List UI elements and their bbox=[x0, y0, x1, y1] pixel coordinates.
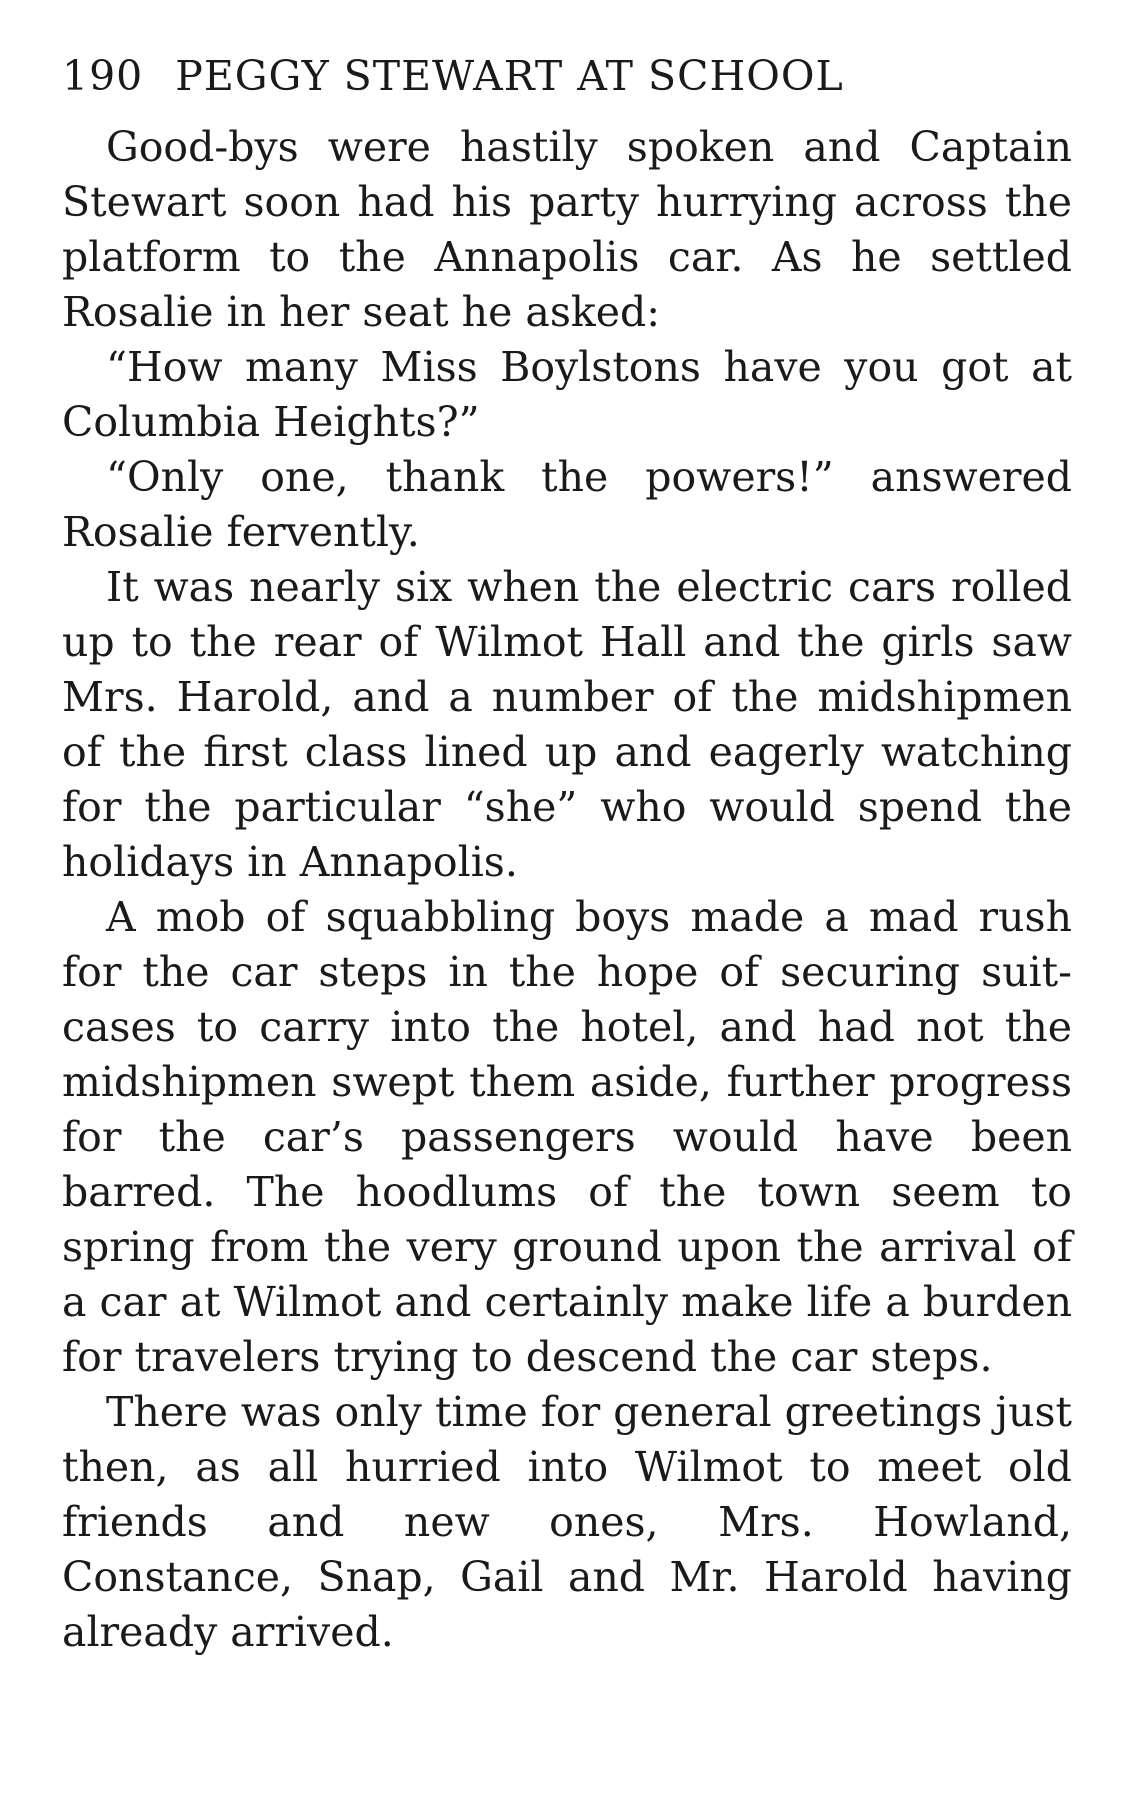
paragraph: “How many Miss Boylstons have you got at Columbia Heights?” bbox=[62, 343, 1072, 446]
paragraph: It was nearly six when the electric cars rolled up to the rear of Wilmot Hall and the girls saw Mrs. Harold, and a number of the midshipmen of the first class lined up and eagerly watching for the particular “she” who would spend the holidays in Annapolis. bbox=[62, 563, 1072, 886]
running-title: PEGGY STEWART AT SCHOOL bbox=[175, 52, 844, 100]
paragraph: There was only time for general greetings just then, as all hurried into Wilmot to meet old friends and new ones, Mrs. Howland, Constance, Snap, Gail and Mr. Harold having already arrived. bbox=[62, 1388, 1072, 1656]
page-number: 190 bbox=[62, 52, 144, 100]
paragraph: A mob of squabbling boys made a mad rush for the car steps in the hope of securing suit-cases to carry into the hotel, and had not the midshipmen swept them aside, further progress for the car’s passengers would have been barred. The hoodlums of the town seem to spring from the very ground upon the arrival of a car at Wilmot and certainly make life a burden for travelers trying to descend the car steps. bbox=[62, 893, 1072, 1381]
paragraph: Good-bys were hastily spoken and Captain Stewart soon had his party hurrying across the platform to the Annapolis car. As he settled Rosalie in her seat he asked: bbox=[62, 123, 1072, 336]
book-page bbox=[62, 48, 1072, 1660]
running-head bbox=[62, 48, 1072, 104]
paragraph: “Only one, thank the powers!” answered Rosalie fervently. bbox=[62, 453, 1072, 556]
body-text bbox=[62, 120, 1072, 1660]
